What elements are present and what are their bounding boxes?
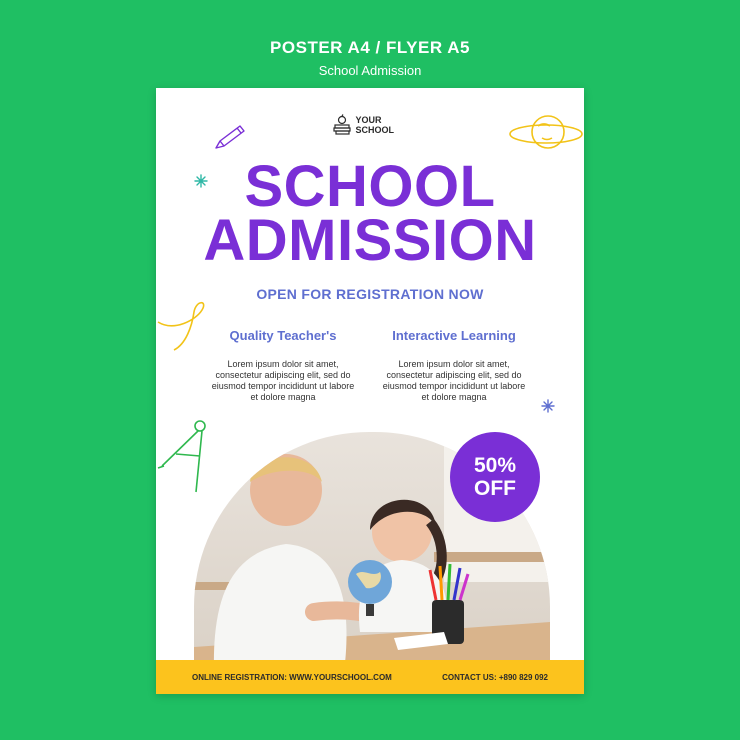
discount-badge bbox=[450, 432, 540, 522]
poster-title bbox=[156, 154, 584, 273]
footer-contact: CONTACT US: +890 829 092 bbox=[442, 672, 548, 682]
logo-line1: YOUR bbox=[355, 115, 382, 125]
feature-column-quality bbox=[208, 328, 358, 403]
feature-column-interactive bbox=[379, 328, 529, 403]
footer-registration: ONLINE REGISTRATION: WWW.YOURSCHOOL.COM bbox=[192, 672, 392, 682]
feature-body: Lorem ipsum dolor sit amet, consectetur adipiscing elit, sed do eiusmod tempor incididunt ut labore et dolore magna bbox=[211, 359, 355, 402]
poster-subtitle: OPEN FOR REGISTRATION NOW bbox=[256, 286, 484, 302]
sparkle-icon bbox=[541, 399, 555, 413]
squiggle-icon bbox=[156, 298, 212, 354]
compass-icon bbox=[156, 416, 214, 496]
title-line2: ADMISSION bbox=[203, 208, 537, 273]
feature-heading: Quality Teacher's bbox=[229, 328, 337, 343]
school-books-icon bbox=[333, 114, 351, 136]
header-subtitle: School Admission bbox=[318, 63, 422, 78]
feature-body: Lorem ipsum dolor sit amet, consectetur adipiscing elit, sed do eiusmod tempor incididunt ut labore et dolore magna bbox=[382, 359, 526, 402]
header-title: POSTER A4 / FLYER A5 bbox=[270, 38, 470, 57]
logo-line2: SCHOOL bbox=[355, 125, 395, 135]
poster bbox=[156, 88, 584, 694]
title-line1: SCHOOL bbox=[244, 154, 496, 219]
badge-line1: 50% bbox=[473, 454, 517, 477]
badge-line2: OFF bbox=[474, 477, 516, 500]
school-logo bbox=[156, 114, 584, 136]
poster-footer bbox=[156, 660, 584, 694]
feature-heading: Interactive Learning bbox=[392, 328, 516, 343]
page-header bbox=[0, 38, 740, 78]
